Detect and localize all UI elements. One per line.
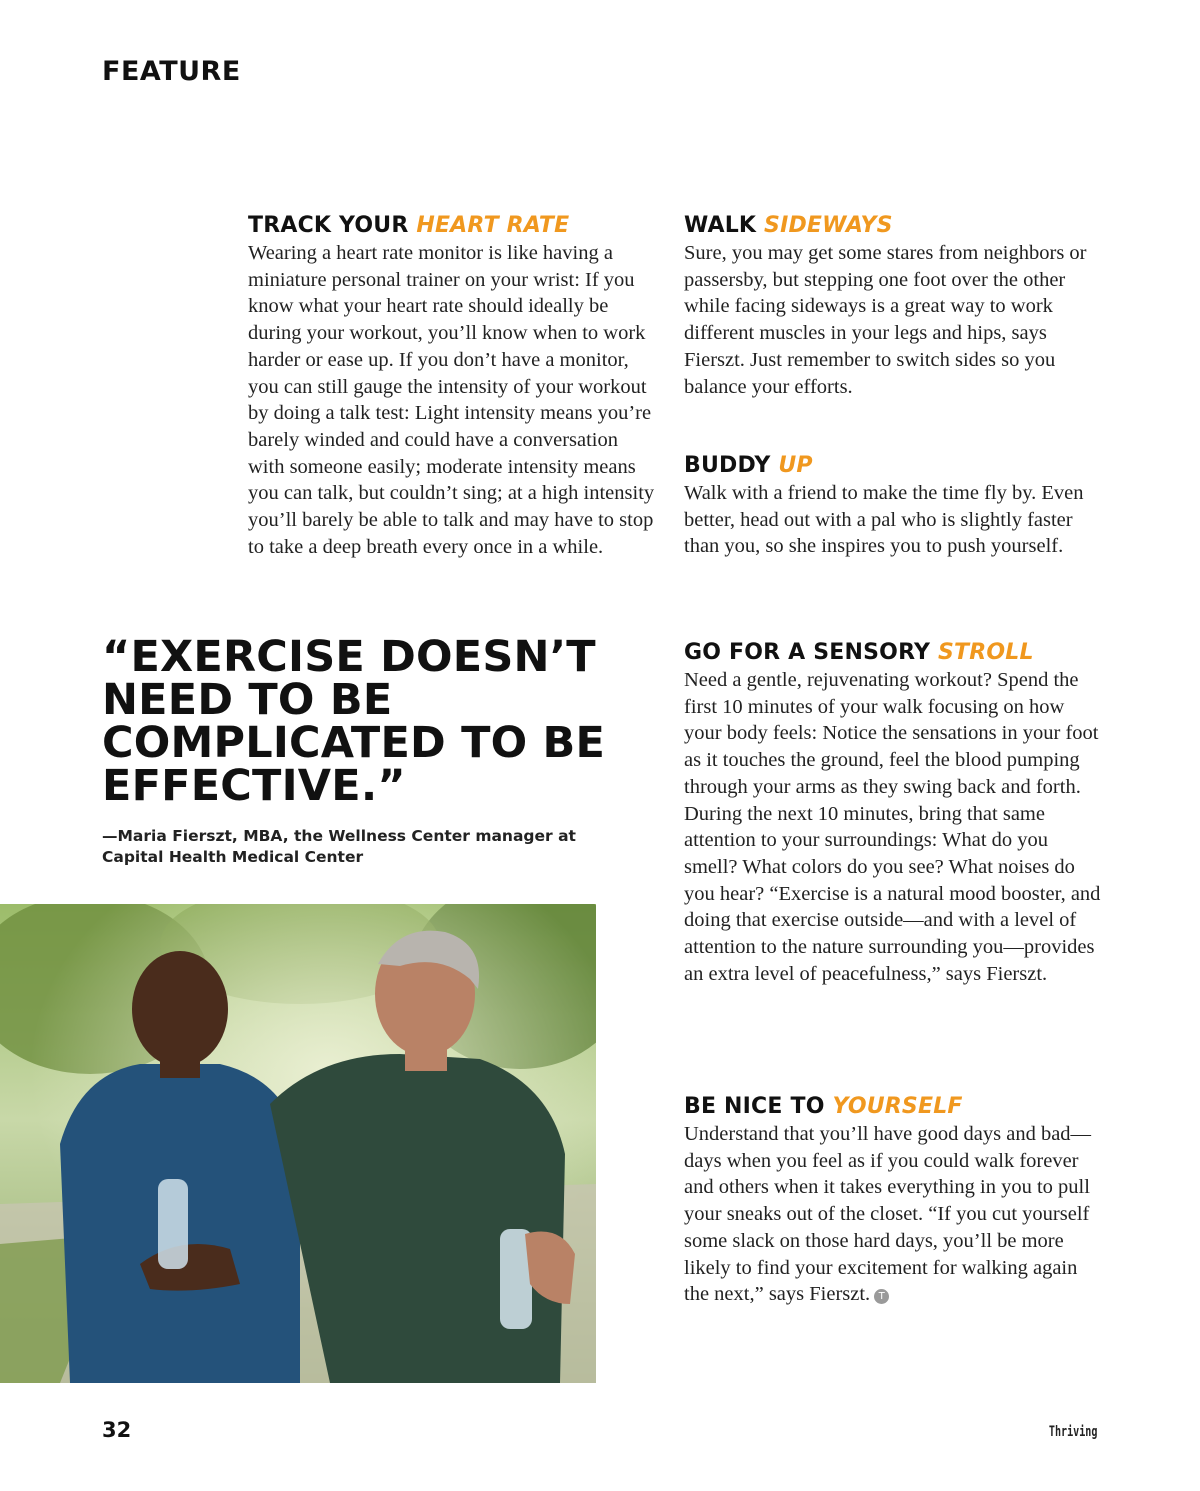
title-text: BUDDY xyxy=(684,453,779,478)
article-buddy-up xyxy=(684,453,1104,560)
title-text: BE NICE TO xyxy=(684,1094,833,1119)
article-title xyxy=(684,1094,1094,1119)
title-text: WALK xyxy=(684,213,765,238)
title-accent: STROLL xyxy=(938,640,1034,665)
article-body: Wearing a heart rate monitor is like having a miniature personal trainer on your wrist: If you know what your heart rate should ideally be during your workout, you’ll know when to work harder or ease up. If you don’t have a monitor, you can still gauge the intensity of your workout by doing a talk test: Light intensity means you’re barely winded and could have a conversation with someone easily; moderate intensity means you can talk, but couldn’t sing; at a high intensity you’ll barely be able to talk and may have to stop to take a deep breath every once in a while. xyxy=(248,242,655,558)
title-accent: HEART RATE xyxy=(416,213,570,238)
article-body xyxy=(684,1121,1094,1308)
article-sensory-stroll xyxy=(684,640,1104,987)
article-title xyxy=(684,453,1104,478)
title-text: TRACK YOUR xyxy=(248,213,417,238)
title-accent: SIDEWAYS xyxy=(764,213,893,238)
article-body: Sure, you may get some stares from neighbors or passersby, but stepping one foot over the other while facing sideways is a great way to work different muscles in your legs and hips, says Fierszt. Just remember to switch sides so you balance your efforts. xyxy=(684,242,1087,398)
quote-attribution: —Maria Fierszt, MBA, the Wellness Center manager at Capital Health Medical Center xyxy=(102,827,576,866)
article-heart-rate xyxy=(248,213,658,560)
page-number: 32 xyxy=(102,1418,132,1442)
title-text: GO FOR A SENSORY xyxy=(684,640,938,665)
title-accent: YOURSELF xyxy=(832,1094,963,1119)
article-title xyxy=(684,213,1104,238)
end-mark-icon: T xyxy=(874,1289,889,1304)
article-be-nice xyxy=(684,1094,1094,1308)
article-title xyxy=(684,640,1104,665)
article-body-text: Understand that you’ll have good days and bad—days when you feel as if you could walk forever and others when it takes everything in you to pull your sneaks out of the closet. “If you cut yourself some slack on those hard days, you’ll be more likely to find your excitement for walking again the next,” says Fierszt. xyxy=(684,1123,1092,1306)
publication-name: Thriving xyxy=(1048,1424,1097,1440)
article-walk-sideways xyxy=(684,213,1104,400)
article-body: Walk with a friend to make the time fly by. Even better, head out with a pal who is slightly faster than you, so she inspires you to push yourself. xyxy=(684,482,1084,558)
title-accent: UP xyxy=(778,453,813,478)
section-label: FEATURE xyxy=(102,56,241,87)
article-body: Need a gentle, rejuvenating workout? Spend the first 10 minutes of your walk focusing on how your body feels: Notice the sensations in your foot as it touches the ground, feel the blood pumping through your arms as they swing back and forth. During the next 10 minutes, bring that same attention to your surroundings: What do you smell? What colors do you see? What noises do you hear? “Exercise is a natural mood booster, and doing that exercise outside—and with a level of attention to the nature surrounding you—provides an extra level of peacefulness,” says Fierszt. xyxy=(684,669,1101,985)
article-title xyxy=(248,213,658,238)
pull-quote: “EXERCISE DOESN’T NEED TO BE COMPLICATED TO BE EFFECTIVE.” xyxy=(102,632,606,811)
photo-two-men-walking xyxy=(0,904,596,1383)
